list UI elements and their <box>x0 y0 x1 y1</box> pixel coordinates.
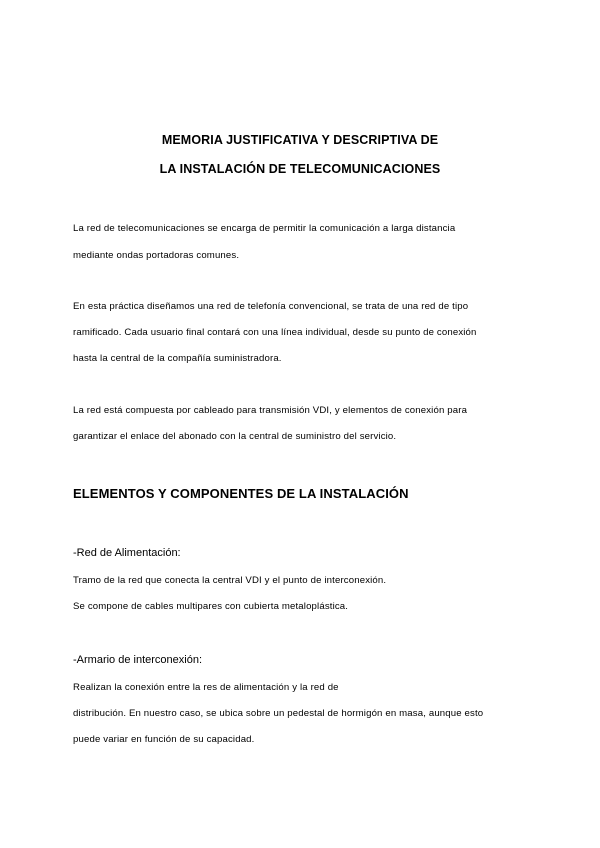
red-alimentacion-line-1: Tramo de la red que conecta la central VDI y el punto de interconexión. <box>73 575 387 586</box>
red-alimentacion-line-2: Se compone de cables multipares con cubierta metaloplástica. <box>73 601 349 612</box>
armario-heading: -Armario de interconexión: <box>73 654 203 666</box>
composition-paragraph-line-2: garantizar el enlace del abonado con la central de suministro del servicio. <box>73 431 397 442</box>
section-heading: ELEMENTOS Y COMPONENTES DE LA INSTALACIÓN <box>73 486 409 501</box>
practice-paragraph-line-1: En esta práctica diseñamos una red de telefonía convencional, se trata de una red de tipo <box>73 301 469 312</box>
armario-line-2: distribución. En nuestro caso, se ubica sobre un pedestal de hormigón en masa, aunque esto <box>73 708 484 719</box>
armario-line-3: puede variar en función de su capacidad. <box>73 734 255 745</box>
composition-paragraph-line-1: La red está compuesta por cableado para transmisión VDI, y elementos de conexión para <box>73 405 468 416</box>
document-title-line-2: LA INSTALACIÓN DE TELECOMUNICACIONES <box>159 162 441 176</box>
armario-line-1: Realizan la conexión entre la res de alimentación y la red de <box>73 682 339 693</box>
intro-paragraph-line-1: La red de telecomunicaciones se encarga de permitir la comunicación a larga distancia <box>73 223 456 234</box>
practice-paragraph-line-2: ramificado. Cada usuario final contará con una línea individual, desde su punto de conexión <box>73 327 477 338</box>
intro-paragraph-line-2: mediante ondas portadoras comunes. <box>73 250 240 261</box>
document-title-line-1: MEMORIA JUSTIFICATIVA Y DESCRIPTIVA DE <box>161 133 439 147</box>
practice-paragraph-line-3: hasta la central de la compañía suministradora. <box>73 353 282 364</box>
red-alimentacion-heading: -Red de Alimentación: <box>73 547 181 559</box>
